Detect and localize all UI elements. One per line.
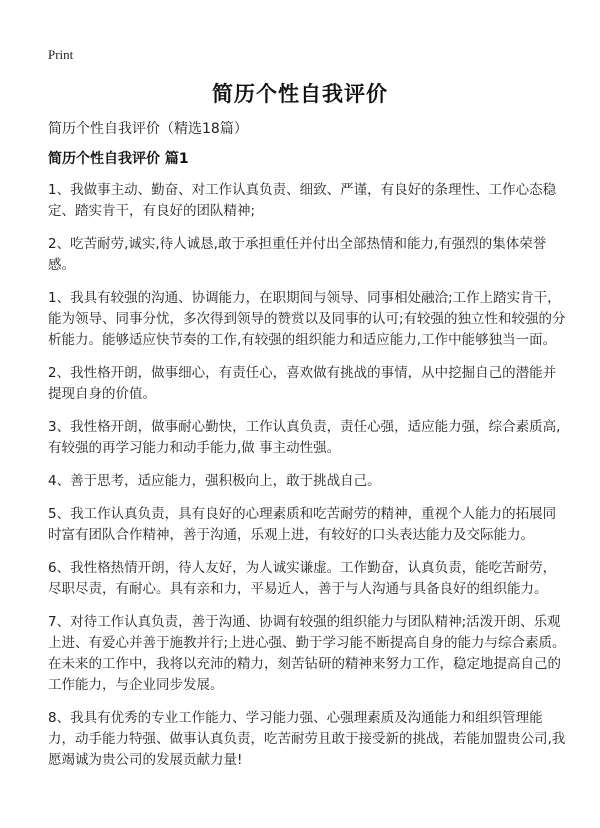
paragraph: 1、我具有较强的沟通、协调能力，在职期间与领导、同事相处融洽;工作上踏实肯干，能为领导、同事分忧，多次得到领导的赞赏以及同事的认可;有较强的独立性和较强的分析能力。能够适应快节奏的工作,有较强的组织能力和适应能力,工作中能够独当一面。	[48, 290, 566, 348]
paragraph: 3、我性格开朗，做事耐心勤快，工作认真负责，责任心强，适应能力强，综合素质高,有较强的再学习能力和动手能力,做 事主动性强。	[48, 419, 561, 456]
paragraph: 1、我做事主动、勤奋、对工作认真负责、细致、严谨，有良好的条理性、工作心态稳定、踏实肯干，有良好的团队精神;	[48, 182, 557, 219]
paragraph: 2、吃苦耐劳,诚实,待人诚恳,敢于承担重任并付出全部热情和能力,有强烈的集体荣誉感。	[48, 236, 547, 273]
paragraph: 6、我性格热情开朗，待人友好，为人诚实谦虚。工作勤奋，认真负责，能吃苦耐劳，尽职尽责，有耐心。具有亲和力，平易近人，善于与人沟通与具备良好的组织能力。	[48, 560, 557, 597]
section-heading: 简历个性自我评价 篇1	[48, 151, 189, 167]
document-subtitle: 简历个性自我评价（精选18篇）	[48, 121, 248, 137]
paragraph: 4、善于思考，适应能力，强积极向上，敢于挑战自己。	[48, 473, 381, 489]
document-title: 简历个性自我评价	[212, 82, 388, 106]
document-body	[48, 180, 568, 783]
paragraph: 8、我具有优秀的专业工作能力、学习能力强、心强理素质及沟通能力和组织管理能力，动手能力特强、做事认真负责，吃苦耐劳且敢于接受新的挑战，若能加盟贵公司,我愿竭诚为贵公司的发展贡献力量!	[48, 710, 566, 768]
paragraph: 5、我工作认真负责，具有良好的心理素质和吃苦耐劳的精神，重视个人能力的拓展同时富有团队合作精神，善于沟通，乐观上进，有较好的口头表达能力及交际能力。	[48, 506, 557, 543]
paragraph: 7、对待工作认真负责，善于沟通、协调有较强的组织能力与团队精神;活泼开朗、乐观上进、有爱心并善于施教并行;上进心强、勤于学习能不断提高自身的能力与综合素质。在未来的工作中，我将以充沛的精力，刻苦钻研的精神来努力工作，稳定地提高自己的工作能力，与企业同步发展。	[48, 614, 566, 693]
print-label: Print	[48, 47, 74, 62]
paragraph: 2、我性格开朗，做事细心，有责任心，喜欢做有挑战的事情，从中挖掘自己的潜能并提现自身的价值。	[48, 365, 557, 402]
